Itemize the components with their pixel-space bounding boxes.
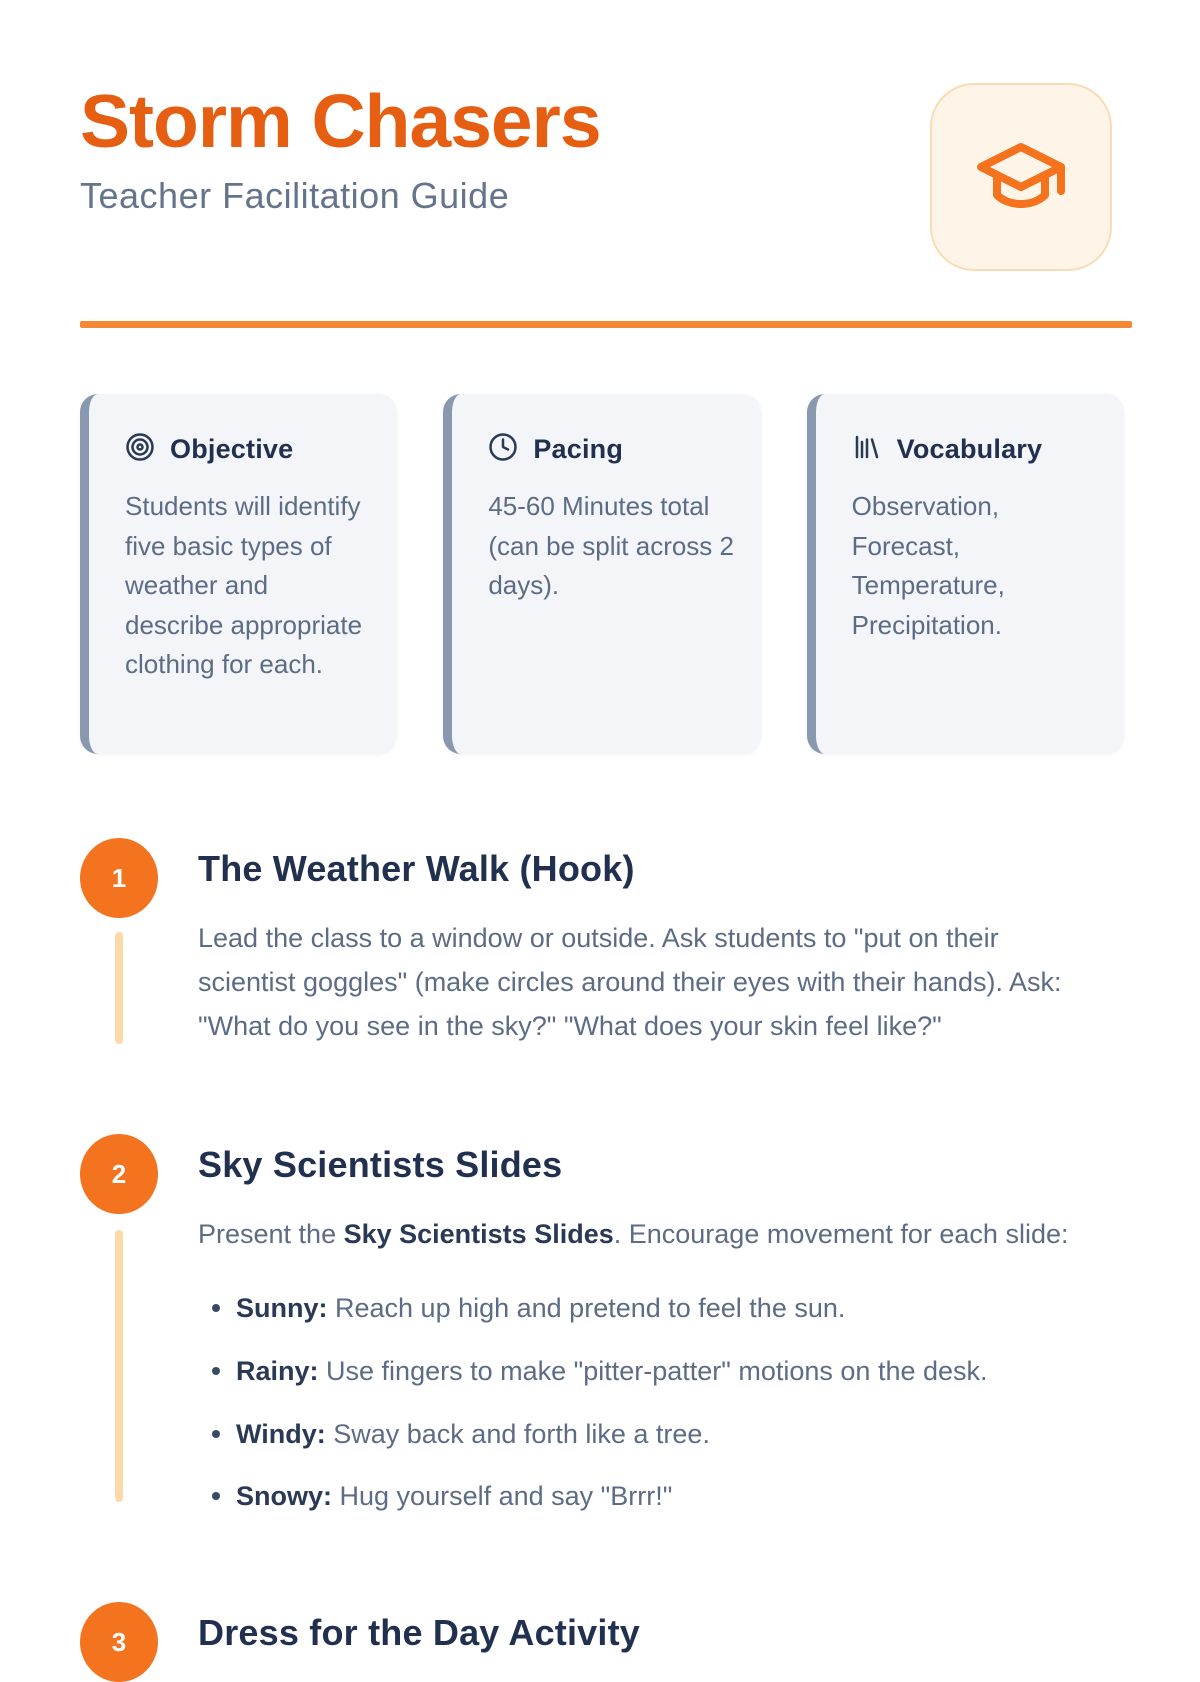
header-divider [80, 321, 1132, 328]
step-3-number-badge: 3 [80, 1602, 158, 1682]
target-icon [125, 432, 155, 467]
objective-card-body: Students will identify five basic types of weather and describe appropriate clothing for each. [125, 491, 363, 680]
step-1-weather-walk [80, 838, 1120, 1048]
step-2-lead-bold: Sky Scientists Slides [343, 1219, 614, 1249]
pacing-card-body: 45-60 Minutes total (can be split across 2 days). [488, 491, 734, 601]
bullet-snowy-label: Snowy: [236, 1481, 333, 1512]
bullet-windy [198, 1416, 1078, 1454]
header [0, 0, 1200, 217]
library-icon [852, 432, 882, 467]
bullet-snowy [198, 1478, 1078, 1516]
vocabulary-card-body: Observation, Forecast, Temperature, Precipitation. [851, 491, 1005, 640]
step-2-sky-scientists [80, 1134, 1120, 1516]
step-2-connector-line [115, 1230, 123, 1502]
vocabulary-card-title: Vocabulary [896, 434, 1043, 464]
bullet-rainy-text: Use fingers to make "pitter-patter" motions on the desk. [318, 1355, 988, 1386]
step-3-title: Dress for the Day Activity [198, 1612, 641, 1654]
steps-list [0, 838, 1200, 1657]
bullet-windy-label: Windy: [236, 1418, 326, 1449]
bullet-rainy [198, 1353, 1078, 1391]
page-subtitle: Teacher Facilitation Guide [80, 175, 510, 216]
bullet-sunny [198, 1290, 1078, 1328]
graduation-cap-icon [973, 127, 1069, 228]
objective-card-title: Objective [170, 434, 294, 464]
pacing-card [443, 394, 760, 754]
step-2-lead-post: . Encourage movement for each slide: [613, 1219, 1069, 1249]
objective-card-header [125, 432, 371, 467]
vocabulary-card [807, 394, 1124, 754]
logo-badge [930, 83, 1112, 271]
step-1-connector-line [115, 932, 123, 1044]
step-1-title: The Weather Walk (Hook) [198, 848, 635, 889]
step-2-bullet-list [198, 1290, 1120, 1516]
bullet-windy-text: Sway back and forth like a tree. [325, 1418, 710, 1449]
bullet-rainy-label: Rainy: [236, 1355, 319, 1386]
bullet-sunny-label: Sunny: [236, 1293, 328, 1323]
step-1-body: Lead the class to a window or outside. Ask students to "put on their scientist goggles" (make circles around their eyes with their hands). Ask: "What do you see in the sky?" "What does your skin feel like?" [198, 923, 1062, 1041]
bullet-sunny-text: Reach up high and pretend to feel the sun. [327, 1293, 846, 1323]
info-cards-row [80, 394, 1124, 754]
step-2-number-badge: 2 [80, 1134, 158, 1214]
clock-icon [488, 432, 518, 467]
vocabulary-card-header [852, 432, 1098, 467]
step-2-title: Sky Scientists Slides [198, 1144, 563, 1185]
page-title: Storm Chasers [80, 79, 601, 163]
step-1-number-badge: 1 [80, 838, 158, 918]
step-2-lead-pre: Present the [198, 1219, 344, 1249]
pacing-card-title: Pacing [533, 434, 624, 464]
objective-card [80, 394, 397, 754]
step-3-dress-for-day [80, 1602, 1120, 1657]
pacing-card-header [488, 432, 734, 467]
step-2-lead [198, 1212, 1103, 1256]
bullet-snowy-text: Hug yourself and say "Brrr!" [332, 1481, 673, 1512]
